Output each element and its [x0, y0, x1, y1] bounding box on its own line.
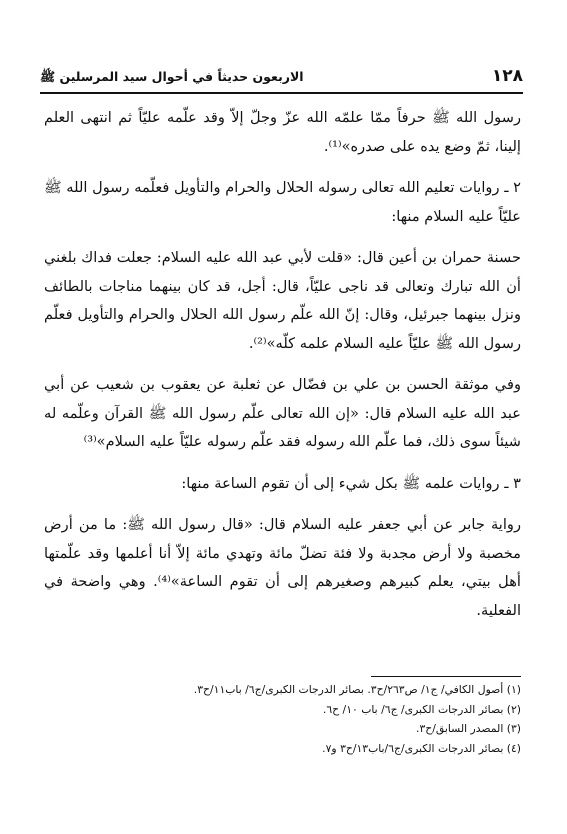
footnote-rule: [371, 676, 521, 677]
main-text: [44, 104, 521, 638]
footnote-1: (١) أصول الكافي/ ج١/ ص٢٦٣/ح٣. بصائر الدرجات الكبرى/ج٦/ باب١١/ح٣.: [193, 683, 521, 696]
section-heading-3: ٣ ـ روايات علمه ﷺ بكل شيء إلى أن تقوم الساعة منها:: [181, 474, 521, 492]
paragraph-hadith-jabir: رواية جابر عن أبي جعفر عليه السلام قال: «قال رسول الله ﷺ: ما من أرض مخصبة ولا أرض مجدبة ولا فئة تضلّ مائة وتهدي مائة إلاّ أنا أعلمها وقد علّمتها أهل بيتي، يعلم كبيرهم وصغيرهم إلى أن تقوم الساعة»⁽⁴⁾. وهي واضحة في الفعلية.: [44, 516, 521, 619]
page-header: [40, 60, 523, 88]
header-rule: [40, 92, 523, 94]
footnotes: [46, 680, 521, 758]
section-heading-2: ٢ ـ روايات تعليم الله تعالى رسوله الحلال والحرام والتأويل فعلّمه رسول الله ﷺ عليّاً عليه السلام منها:: [44, 179, 521, 225]
footnote-2: (٢) بصائر الدرجات الكبرى/ ج٦/ باب ١٠/ ح٦.: [322, 702, 521, 716]
paragraph-hadith-humran: حسنة حمران بن أعين قال: «قلت لأبي عبد الله عليه السلام: جعلت فداك بلغني أن الله تبارك وتعالى قد ناجى عليّاً، قال: أجل، قد كان بينهما مناجات بالطائف ونزل بينهما جبرئيل، وقال: إنّ الله علّم رسول الله الحلال والحرام والتأويل فعلّم رسول الله ﷺ عليّاً عليه السلام علمه كلّه»⁽²⁾.: [44, 249, 521, 352]
page-number: ١٢٨: [491, 66, 523, 86]
paragraph-1: رسول الله ﷺ حرفاً ممّا علمّه الله عزّ وجلّ إلاّ وقد علّمه عليّاً ثم انتهى العلم إلينا، ثمّ وضع يده على صدره»⁽¹⁾.: [44, 109, 521, 155]
footnote-3: (٣) المصدر السابق/ح٣.: [416, 722, 521, 735]
paragraph-hadith-yaqub: وفي موثقة الحسن بن علي بن فضّال عن ثعلبة عن يعقوب بن شعيب عن أبي عبد الله عليه السلام قال: «إن الله تعالى علّم رسول الله ﷺ القرآن وعلّمه له شيئاً سوى ذلك، فما علّم الله رسوله فقد علّم رسوله عليّاً عليه السلام»⁽³⁾: [44, 376, 521, 450]
footnote-4: (٤) بصائر الدرجات الكبرى/ج٦/باب١٣/ح٣ و٧.: [322, 741, 521, 755]
running-title: الاربعون حديثاً في أحوال سيد المرسلين ﷺ: [40, 69, 304, 84]
